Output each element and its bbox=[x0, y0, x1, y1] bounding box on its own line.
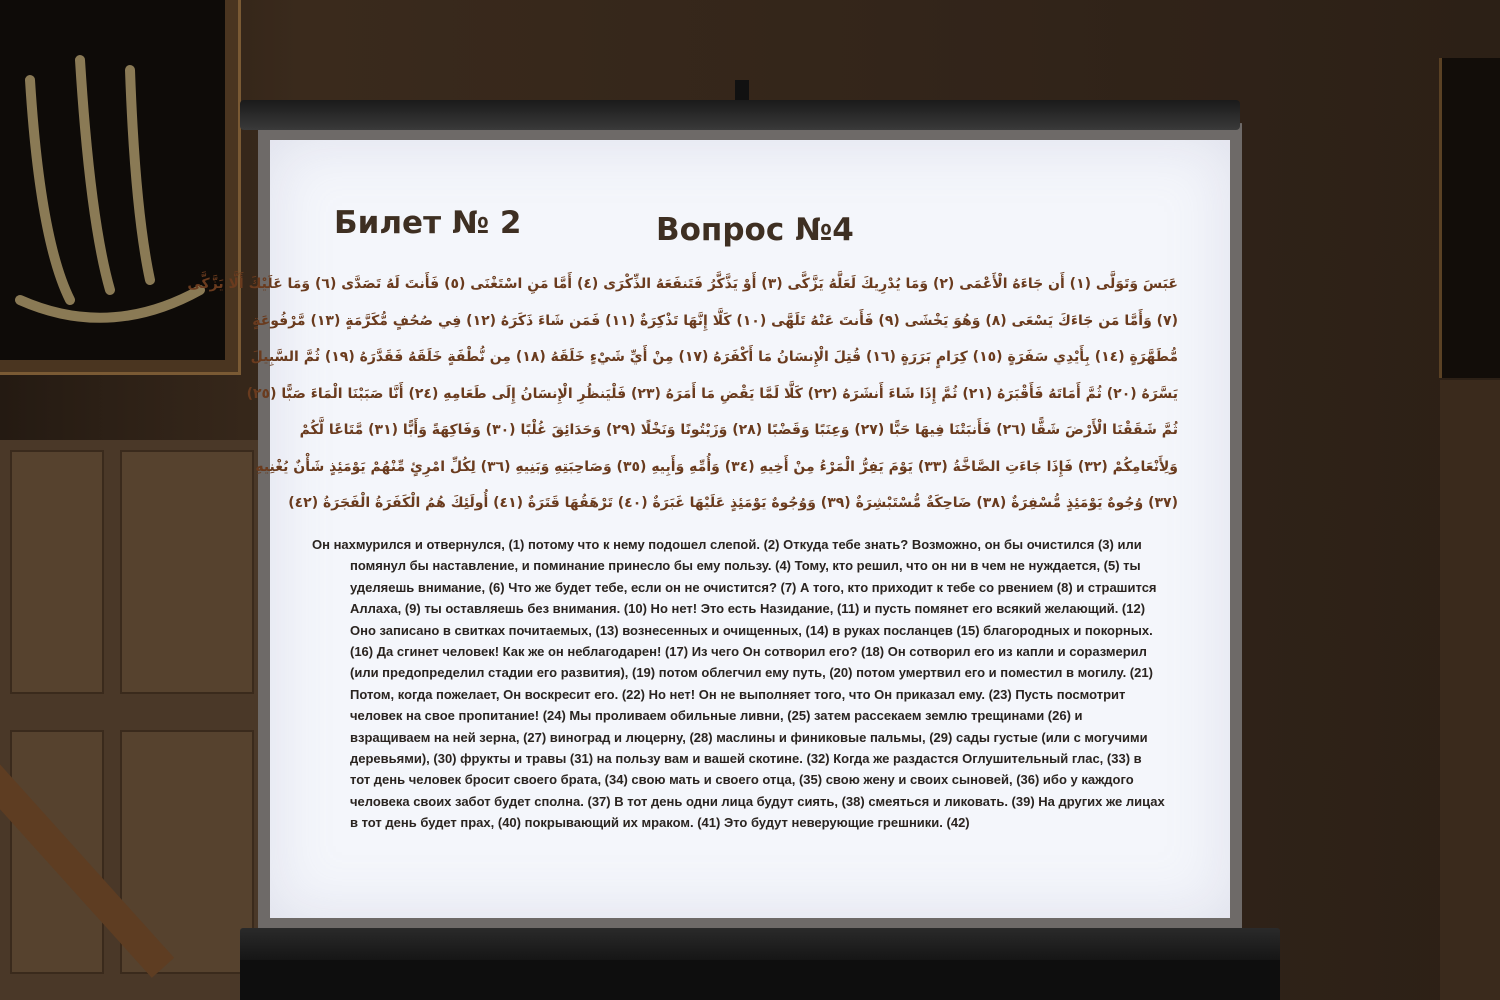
right-wall-pillar bbox=[1440, 380, 1500, 1000]
calligraphy-frame-right bbox=[1439, 58, 1500, 378]
calligraphy-artwork bbox=[10, 40, 210, 340]
arabic-line: ثُمَّ شَقَقْنَا الْأَرْضَ شَقًّا (٢٦) فَأَنبَتْنَا فِيهَا حَبًّا (٢٧) وَعِنَبًا وَقَضْبًا (٢٨) وَزَيْتُونًا وَنَخْلًا (٢٩) وَحَدَائِقَ غُلْبًا (٣٠) وَفَاكِهَةً وَأَبًّا (٣١) مَّتَاعًا لَّكُمْ bbox=[299, 422, 1178, 438]
translation-line: Оно записано в свитках почитаемых, (13) вознесенных и очищенных, (14) в руках посланцев (15) благородных и покорных. bbox=[350, 622, 1153, 638]
translation-line: в тот день будет прах, (40) покрывающий их мраком. (41) Это будут неверующие грешники. (42) bbox=[350, 815, 970, 831]
arabic-verses bbox=[187, 266, 1178, 522]
arabic-line: (٣٧) وُجُوهٌ يَوْمَئِذٍ مُّسْفِرَةٌ (٣٨) ضَاحِكَةٌ مُّسْتَبْشِرَةٌ (٣٩) وَوُجُوهٌ يَوْمَئِذٍ عَلَيْهَا غَبَرَةٌ (٤٠) تَرْهَقُهَا قَتَرَةٌ (٤١) أُولَئِكَ هُمُ الْكَفَرَةُ الْفَجَرَةُ (٤٢) bbox=[288, 495, 1178, 511]
translation-line: взращиваем на ней зерна, (27) виноград и люцерну, (28) маслины и финиковые пальмы, (29) сады густые (или с могучими bbox=[350, 729, 1148, 745]
screen-top-bar bbox=[240, 100, 1240, 130]
calligraphy-frame-left bbox=[0, 0, 241, 375]
translation-line: Аллаха, (9) ты оставляешь без внимания. (10) Но нет! Это есть Назидание, (11) и пусть помянет его всякий желающий. (12) bbox=[350, 601, 1146, 617]
arabic-line: مُّطَهَّرَةٍ (١٤) بِأَيْدِي سَفَرَةٍ (١٥) كِرَامٍ بَرَرَةٍ (١٦) قُتِلَ الْإِنسَانُ مَا أَكْفَرَهُ (١٧) مِنْ أَيِّ شَيْءٍ خَلَقَهُ (١٨) مِن نُّطْفَةٍ خَلَقَهُ فَقَدَّرَهُ (١٩) ثُمَّ السَّبِيلَ bbox=[250, 349, 1178, 365]
arabic-line: (٧) وَأَمَّا مَن جَاءَكَ يَسْعَى (٨) وَهُوَ يَخْشَى (٩) فَأَنتَ عَنْهُ تَلَهَّى (١٠) كَلَّا إِنَّهَا تَذْكِرَةٌ (١١) فَمَن شَاءَ ذَكَرَهُ (١٢) فِي صُحُفٍ مُّكَرَّمَةٍ (١٣) مَّرْفُوعَةٍ bbox=[252, 312, 1178, 329]
translation-line: Он нахмурился и отвернулся, (1) потому что к нему подошел слепой. (2) Откуда тебе знать? Возможно, он бы очистился (3) или bbox=[312, 537, 1142, 552]
ticket-title: Билет № 2 bbox=[334, 205, 522, 241]
projected-slide bbox=[187, 140, 1230, 918]
translation-line: человека своих забот будет сполна. (37) В тот день одни лица будут сиять, (38) смеяться и ликовать. (39) На других же лицах bbox=[350, 793, 1165, 809]
russian-translation bbox=[312, 534, 1212, 833]
wood-panel bbox=[120, 450, 254, 694]
arabic-line: وَلِأَنْعَامِكُمْ (٣٢) فَإِذَا جَاءَتِ الصَّاخَّةُ (٣٣) يَوْمَ يَفِرُّ الْمَرْءُ مِنْ أَخِيهِ (٣٤) وَأُمِّهِ وَأَبِيهِ (٣٥) وَصَاحِبَتِهِ وَبَنِيهِ (٣٦) لِكُلِّ امْرِئٍ مِّنْهُمْ يَوْمَئِذٍ شَأْنٌ يُغْنِيهِ bbox=[255, 458, 1178, 475]
translation-line: тот день человек бросит своего брата, (34) свою мать и своего отца, (35) свою жену и своих сыновей, (36) ибо у каждого bbox=[350, 772, 1134, 788]
arabic-line: يَسَّرَهُ (٢٠) ثُمَّ أَمَاتَهُ فَأَقْبَرَهُ (٢١) ثُمَّ إِذَا شَاءَ أَنشَرَهُ (٢٢) كَلَّا لَمَّا يَقْضِ مَا أَمَرَهُ (٢٣) فَلْيَنظُرِ الْإِنسَانُ إِلَى طَعَامِهِ (٢٤) أَنَّا صَبَبْنَا الْمَاءَ صَبًّا (٢٥) bbox=[246, 385, 1178, 402]
translation-line: Потом, когда пожелает, Он воскресит его. (22) Но нет! Он не выполняет того, что Он приказал ему. (23) Пусть посмотрит bbox=[350, 686, 1126, 702]
translation-line: человек на свое пропитание! (24) Мы проливаем обильные ливни, (25) затем рассекаем землю трещинами (26) и bbox=[350, 708, 1083, 724]
calligraphy-panel bbox=[0, 0, 225, 360]
wood-panel bbox=[10, 450, 104, 694]
screen-stand bbox=[240, 960, 1280, 1000]
translation-line: (или предопределил стадии его развития), (19) потом облегчил ему путь, (20) потом умертвил его и поместил в могилу. (21) bbox=[350, 665, 1153, 681]
arabic-line: عَبَسَ وَتَوَلَّى (١) أَن جَاءَهُ الْأَعْمَى (٢) وَمَا يُدْرِيكَ لَعَلَّهُ يَزَّكَّى (٣) أَوْ يَذَّكَّرُ فَتَنفَعَهُ الذِّكْرَى (٤) أَمَّا مَنِ اسْتَغْنَى (٥) فَأَنتَ لَهُ تَصَدَّى (٦) وَمَا عَلَيْكَ أَلَّا يَزَّكَّى bbox=[187, 276, 1178, 292]
question-title: Вопрос №4 bbox=[656, 212, 854, 248]
translation-line: уделяешь внимание, (6) Что же будет тебе, если он не очистится? (7) А того, кто приходит к тебе со рвением (8) и страшится bbox=[350, 579, 1157, 595]
translation-line: (16) Да сгинет человек! Как же он неблагодарен! (17) Из чего Он сотворил его? (18) Он сотворил его из капли и соразмерил bbox=[350, 643, 1147, 659]
translation-line: деревьями), (30) фрукты и травы (31) на пользу вам и вашей скотине. (32) Когда же раздастся Оглушительный глас, (33) в bbox=[350, 750, 1142, 766]
translation-line: помянул бы наставление, и поминание принесло бы ему пользу. (4) Тому, кто решил, что он ни в чем не нуждается, (5) ты bbox=[350, 558, 1141, 574]
